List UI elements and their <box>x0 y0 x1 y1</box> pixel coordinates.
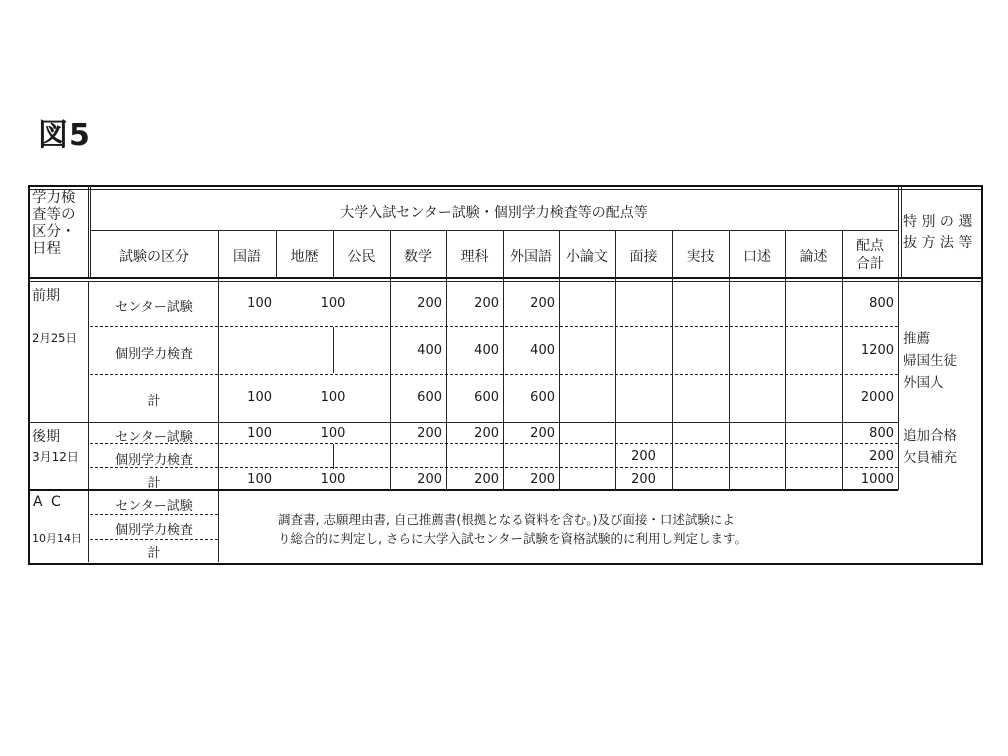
header-row-label: 試験の区分 <box>119 249 189 265</box>
ac-note: 調査書, 志願理由書, 自己推薦書(根拠となる資料を含む。)及び面接・口述試験によ り総合的に判定し, さらに大学入試センター試験を資格試験的に利用し判定します。 <box>278 512 747 546</box>
subject-gaikokugo: 外国語 <box>510 249 552 265</box>
figure-label: 図5 <box>38 118 91 153</box>
ac-row-center-label: センター試験 <box>115 499 193 514</box>
ac-row-kei-label: 計 <box>147 546 161 561</box>
zenki-row-kei-label: 計 <box>147 394 161 409</box>
ac-name: A C <box>33 494 63 510</box>
admission-score-table: 学力検 査等の 区分・ 日程 大学入試センター試験・個別学力検査等の配点等 試験の区分 国語 地歴 公民 数学 理科 外国語 小論文 面接 実技 口述 論述 配点 合計 特 別 の 選 抜 方 法 等 前期 2月25日 センター試験 100 100 200 200 200 800 個別学力検査 400 400 400 1200 計 100 100 600 600 600 2000 推薦 帰国生徒 外国人 後期 3月12日 センター試験 100 100 200 200 200 800 個別学力検査 200 200 計 100 100 200 200 200 200 1000 追加合格 欠員補充 A C 10月14日 センター試験 個別学力検査 計 調査書, 志願理由書, 自己推薦書(根拠となる資料を含む。)及び面接・口述試験によ り総合的に判定し, さらに大学入試センター試験を資格試験的に利用し判定します。 <box>0 0 1008 756</box>
zenki-row-kobetsu-label: 個別学力検査 <box>114 347 193 362</box>
header-top-title: 大学入試センター試験・個別学力検査等の配点等 <box>340 205 648 221</box>
subject-shoronbun: 小論文 <box>566 249 608 265</box>
subject-ronjutsu: 論述 <box>799 249 828 265</box>
zenki-name: 前期 <box>32 288 60 304</box>
subject-koumin: 公民 <box>347 249 376 265</box>
kouki-row-center-label: センター試験 <box>115 430 193 445</box>
zenki-row-center-label: センター試験 <box>115 300 193 315</box>
subject-rika: 理科 <box>460 249 489 265</box>
ac-row-kobetsu-label: 個別学力検査 <box>114 523 193 538</box>
kouki-row-kobetsu-label: 個別学力検査 <box>114 453 193 468</box>
kouki-special: 追加合格 欠員補充 <box>903 428 957 466</box>
subject-sugaku: 数学 <box>404 249 432 265</box>
kouki-row-kei-label: 計 <box>147 476 161 491</box>
table-frame-inner-top <box>28 189 981 190</box>
header-col0: 学力検 査等の 区分・ 日程 <box>32 190 76 257</box>
subject-jitsugi: 実技 <box>686 249 715 265</box>
zenki-date: 2月25日 <box>32 331 77 345</box>
subject-chireki: 地歴 <box>290 249 319 265</box>
subject-kokugo: 国語 <box>233 249 261 265</box>
ac-date: 10月14日 <box>32 532 82 545</box>
kouki-date: 3月12日 <box>32 450 79 464</box>
header-total: 配点 合計 <box>856 238 884 272</box>
subject-kojutsu: 口述 <box>743 249 771 265</box>
subject-mensetsu: 面接 <box>629 249 658 265</box>
zenki-special: 推薦 帰国生徒 外国人 <box>903 331 957 391</box>
header-special: 特 別 の 選 抜 方 法 等 <box>903 214 973 251</box>
kouki-name: 後期 <box>32 429 60 445</box>
